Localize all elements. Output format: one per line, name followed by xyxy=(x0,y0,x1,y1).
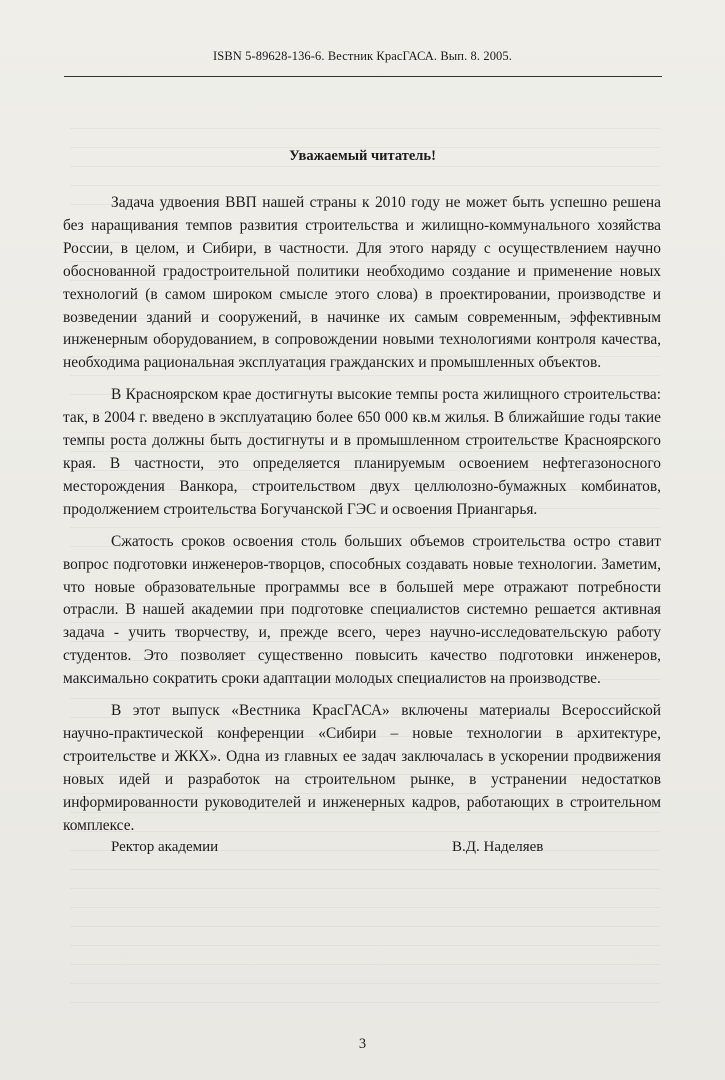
paragraph-2: В Красноярском крае достигнуты высокие темпы роста жилищного строительства: так, в 2004 г. введено в эксплуатацию более 650 000 кв.м жилья. В ближайшие годы такие темпы роста должны быть достигнуты и в промышленном строительстве Красноярского края. В частности, это определяется планируемым освоением нефтегазоносного месторождения Ванкора, строительством двух целлюлозно-бумажных комбинатов, продолжением строительства Богучанской ГЭС и освоения Приангарья. xyxy=(63,386,661,518)
page-number: 3 xyxy=(358,1036,367,1052)
paragraph-4: В этот выпуск «Вестника КрасГАСА» включены материалы Всероссийской научно-практической конференции «Сибири – новые технологии в архитектуре, строительстве и ЖКХ». Одна из главных ее задач заключалась в ускорении продвижения новых идей и разработок на строительном рынке, в устранении недостатков информированности руководителей и инженерных кадров, работающих в строительном комплексе. xyxy=(63,702,661,834)
letter-body xyxy=(63,192,661,846)
paragraph-3: Сжатость сроков освоения столь больших объемов строительства остро ставит вопрос подготовки инженеров-творцов, способных создавать новые технологии. Заметим, что новые образовательные программы все в большей мере отражают потребности отрасли. В нашей академии при подготовке специалистов системно решается активная задача - учить творчеству, и, прежде всего, через научно-исследовательскую работу студентов. Это позволяет существенно повысить качество подготовки инженеров, максимально сократить сроки адаптации молодых специалистов на производстве. xyxy=(63,532,661,688)
paragraph-1: Задача удвоения ВВП нашей страны к 2010 году не может быть успешно решена без наращивания темпов развития строительства и жилищно-коммунального хозяйства России, в целом, и Сибири, в частности. Для этого наряду с осуществлением научно обоснованной градостроительной политики необходимо создание и применение новых технологий (в самом широком смысле этого слова) в проектировании, производстве и возведении зданий и сооружений, в начинке их самым современным, эффективным инженерным оборудованием, в сопровождении новыми технологиями контроля качества, необходима рациональная эксплуатация гражданских и промышленных объектов. xyxy=(63,194,661,372)
letter-title: Уважаемый читатель! xyxy=(289,148,436,164)
header-rule xyxy=(64,76,662,77)
signature-name: В.Д. Наделяев xyxy=(452,839,544,855)
running-header: ISBN 5-89628-136-6. Вестник КрасГАСА. Вып. 8. 2005. xyxy=(213,49,512,63)
signature-position: Ректор академии xyxy=(111,839,219,855)
